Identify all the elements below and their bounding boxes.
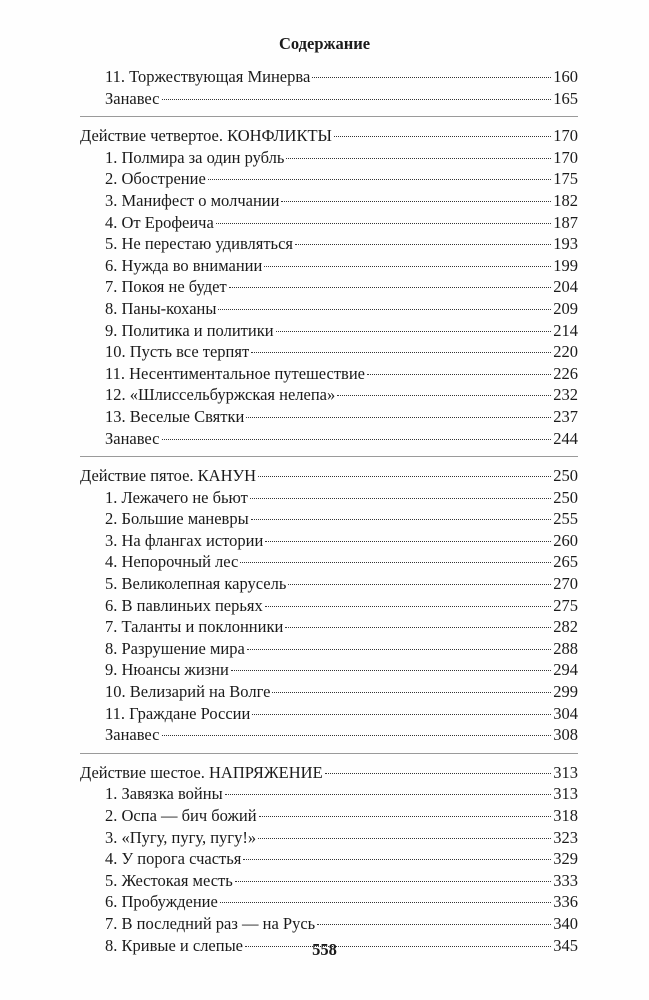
dot-leader xyxy=(231,670,551,671)
dot-leader xyxy=(220,902,551,903)
dot-leader xyxy=(265,606,552,607)
entry-page-number: 345 xyxy=(553,935,578,955)
entry-title: 6. Пробуждение xyxy=(105,892,218,912)
dot-leader xyxy=(337,395,551,396)
section-divider xyxy=(80,753,578,754)
entry-title: 9. Политика и политики xyxy=(105,320,274,340)
entry-page-number: 250 xyxy=(553,487,578,507)
toc-entry xyxy=(80,88,578,110)
toc-entry xyxy=(80,530,578,552)
toc-entry xyxy=(80,363,578,385)
entry-title: 2. Обострение xyxy=(105,169,206,189)
dot-leader xyxy=(218,309,551,310)
section-divider xyxy=(80,456,578,457)
entry-page-number: 226 xyxy=(553,363,578,383)
toc-entry xyxy=(80,147,578,169)
dot-leader xyxy=(272,692,551,693)
table-of-contents xyxy=(80,66,578,963)
entry-page-number: 265 xyxy=(553,552,578,572)
toc-entry xyxy=(80,848,578,870)
dot-leader xyxy=(312,77,551,78)
entry-page-number: 288 xyxy=(553,638,578,658)
dot-leader xyxy=(208,179,551,180)
toc-section-heading xyxy=(80,762,578,784)
entry-page-number: 237 xyxy=(553,406,578,426)
entry-title: 1. Завязка войны xyxy=(105,784,223,804)
dot-leader xyxy=(317,924,551,925)
entry-title: 12. «Шлиссельбуржская нелепа» xyxy=(105,385,336,405)
entry-page-number: 232 xyxy=(553,385,578,405)
toc-section xyxy=(80,125,578,449)
entry-title: 1. Полмира за один рубль xyxy=(105,147,285,167)
entry-title: 5. Великолепная карусель xyxy=(105,574,287,594)
toc-section xyxy=(80,465,578,746)
entry-page-number: 214 xyxy=(553,320,578,340)
toc-entry xyxy=(80,913,578,935)
entry-page-number: 250 xyxy=(553,466,578,486)
entry-title: 3. «Пугу, пугу, пугу!» xyxy=(105,827,257,847)
dot-leader xyxy=(259,816,552,817)
dot-leader xyxy=(235,881,551,882)
entry-page-number: 160 xyxy=(553,67,578,86)
entry-page-number: 313 xyxy=(553,762,578,782)
entry-title: 5. Не перестаю удивляться xyxy=(105,234,293,254)
dot-leader xyxy=(264,266,551,267)
entry-page-number: 340 xyxy=(553,913,578,933)
toc-entry xyxy=(80,805,578,827)
entry-title: 7. В последний раз — на Русь xyxy=(105,913,316,933)
entry-page-number: 308 xyxy=(553,725,578,745)
toc-entry xyxy=(80,724,578,746)
entry-title: Занавес xyxy=(105,428,160,448)
entry-title: 4. У порога счастья xyxy=(105,849,242,869)
dot-leader xyxy=(240,562,551,563)
toc-entry xyxy=(80,233,578,255)
entry-title: 2. Оспа — бич божий xyxy=(105,806,257,825)
entry-title: 8. Разрушение мира xyxy=(105,638,245,658)
entry-page-number: 187 xyxy=(553,212,578,232)
dot-leader xyxy=(162,735,552,736)
entry-page-number: 275 xyxy=(553,595,578,615)
toc-entry xyxy=(80,870,578,892)
entry-title: 13. Веселые Святки xyxy=(105,406,245,426)
dot-leader xyxy=(367,374,551,375)
dot-leader xyxy=(216,223,551,224)
toc-entry xyxy=(80,298,578,320)
entry-title: Занавес xyxy=(105,88,160,108)
toc-entry xyxy=(80,66,578,88)
entry-page-number: 260 xyxy=(553,530,578,550)
dot-leader xyxy=(281,201,551,202)
entry-page-number: 204 xyxy=(553,277,578,297)
dot-leader xyxy=(247,649,551,650)
section-title: Действие пятое. КАНУН xyxy=(80,466,257,486)
entry-page-number: 193 xyxy=(553,234,578,254)
entry-title: 2. Большие маневры xyxy=(105,509,249,529)
toc-entry xyxy=(80,255,578,277)
toc-entry xyxy=(80,573,578,595)
dot-leader xyxy=(258,476,551,477)
entry-page-number: 220 xyxy=(553,342,578,362)
toc-entry xyxy=(80,428,578,450)
toc-entry xyxy=(80,212,578,234)
entry-title: 3. Манифест о молчании xyxy=(105,190,280,210)
entry-title: 4. От Ерофеича xyxy=(105,212,214,232)
dot-leader xyxy=(162,439,552,440)
toc-entry xyxy=(80,638,578,660)
dot-leader xyxy=(243,859,551,860)
section-divider xyxy=(80,116,578,117)
page-number: 558 xyxy=(312,940,337,959)
dot-leader xyxy=(325,773,552,774)
toc-section-heading xyxy=(80,125,578,147)
dot-leader xyxy=(276,331,552,332)
toc-section xyxy=(80,762,578,956)
entry-page-number: 294 xyxy=(553,660,578,680)
entry-page-number: 209 xyxy=(553,298,578,318)
entry-page-number: 313 xyxy=(553,784,578,804)
dot-leader xyxy=(251,519,552,520)
entry-title: Занавес xyxy=(105,725,160,745)
entry-page-number: 333 xyxy=(553,870,578,890)
entry-title: 9. Нюансы жизни xyxy=(105,660,229,680)
toc-entry xyxy=(80,508,578,530)
toc-entry xyxy=(80,891,578,913)
entry-page-number: 323 xyxy=(553,827,578,847)
dot-leader xyxy=(225,794,552,795)
dot-leader xyxy=(295,244,551,245)
toc-entry xyxy=(80,659,578,681)
entry-page-number: 329 xyxy=(553,849,578,869)
section-title: Действие шестое. НАПРЯЖЕНИЕ xyxy=(80,762,323,782)
dot-leader xyxy=(246,417,551,418)
toc-entry xyxy=(80,827,578,849)
entry-page-number: 170 xyxy=(553,126,578,146)
entry-title: 10. Велизарий на Волге xyxy=(105,682,271,702)
running-header: Содержание xyxy=(278,34,371,53)
toc-section xyxy=(80,66,578,109)
toc-entry xyxy=(80,551,578,573)
entry-page-number: 336 xyxy=(553,892,578,912)
dot-leader xyxy=(334,136,551,137)
toc-entry xyxy=(80,783,578,805)
entry-title: 6. В павлиньих перьях xyxy=(105,595,263,615)
dot-leader xyxy=(288,584,551,585)
entry-title: 6. Нужда во внимании xyxy=(105,255,263,275)
entry-title: 11. Граждане России xyxy=(105,703,251,723)
dot-leader xyxy=(252,714,551,715)
entry-page-number: 282 xyxy=(553,617,578,637)
toc-entry xyxy=(80,168,578,190)
entry-page-number: 182 xyxy=(553,190,578,210)
entry-page-number: 199 xyxy=(553,255,578,275)
toc-entry xyxy=(80,616,578,638)
dot-leader xyxy=(250,498,551,499)
toc-entry xyxy=(80,320,578,342)
entry-title: 7. Покоя не будет xyxy=(105,277,227,297)
toc-entry xyxy=(80,595,578,617)
entry-title: 11. Торжествующая Минерва xyxy=(105,67,311,86)
dot-leader xyxy=(229,287,552,288)
entry-page-number: 270 xyxy=(553,574,578,594)
entry-title: 8. Паны-коханы xyxy=(105,298,217,318)
dot-leader xyxy=(265,541,551,542)
section-title: Действие четвертое. КОНФЛИКТЫ xyxy=(80,126,332,146)
dot-leader xyxy=(285,627,551,628)
toc-entry xyxy=(80,681,578,703)
entry-page-number: 244 xyxy=(553,428,578,448)
toc-entry xyxy=(80,703,578,725)
dot-leader xyxy=(286,158,551,159)
entry-page-number: 165 xyxy=(553,88,578,108)
entry-title: 1. Лежачего не бьют xyxy=(105,487,248,507)
entry-page-number: 299 xyxy=(553,682,578,702)
entry-title: 8. Кривые и слепые xyxy=(105,935,243,955)
toc-entry xyxy=(80,341,578,363)
entry-page-number: 304 xyxy=(553,703,578,723)
toc-entry xyxy=(80,276,578,298)
dot-leader xyxy=(251,352,551,353)
dot-leader xyxy=(162,99,552,100)
toc-entry xyxy=(80,384,578,406)
entry-title: 7. Таланты и поклонники xyxy=(105,617,284,637)
toc-entry xyxy=(80,487,578,509)
entry-title: 10. Пусть все терпят xyxy=(105,342,250,362)
entry-title: 11. Несентиментальное путешествие xyxy=(105,363,366,383)
toc-section-heading xyxy=(80,465,578,487)
entry-title: 5. Жестокая месть xyxy=(105,870,233,890)
entry-title: 4. Непорочный лес xyxy=(105,552,239,572)
entry-page-number: 175 xyxy=(553,169,578,189)
entry-page-number: 170 xyxy=(553,147,578,167)
toc-entry xyxy=(80,190,578,212)
toc-entry xyxy=(80,406,578,428)
entry-page-number: 318 xyxy=(553,806,578,825)
entry-page-number: 255 xyxy=(553,509,578,529)
dot-leader xyxy=(258,838,551,839)
entry-title: 3. На флангах истории xyxy=(105,530,264,550)
